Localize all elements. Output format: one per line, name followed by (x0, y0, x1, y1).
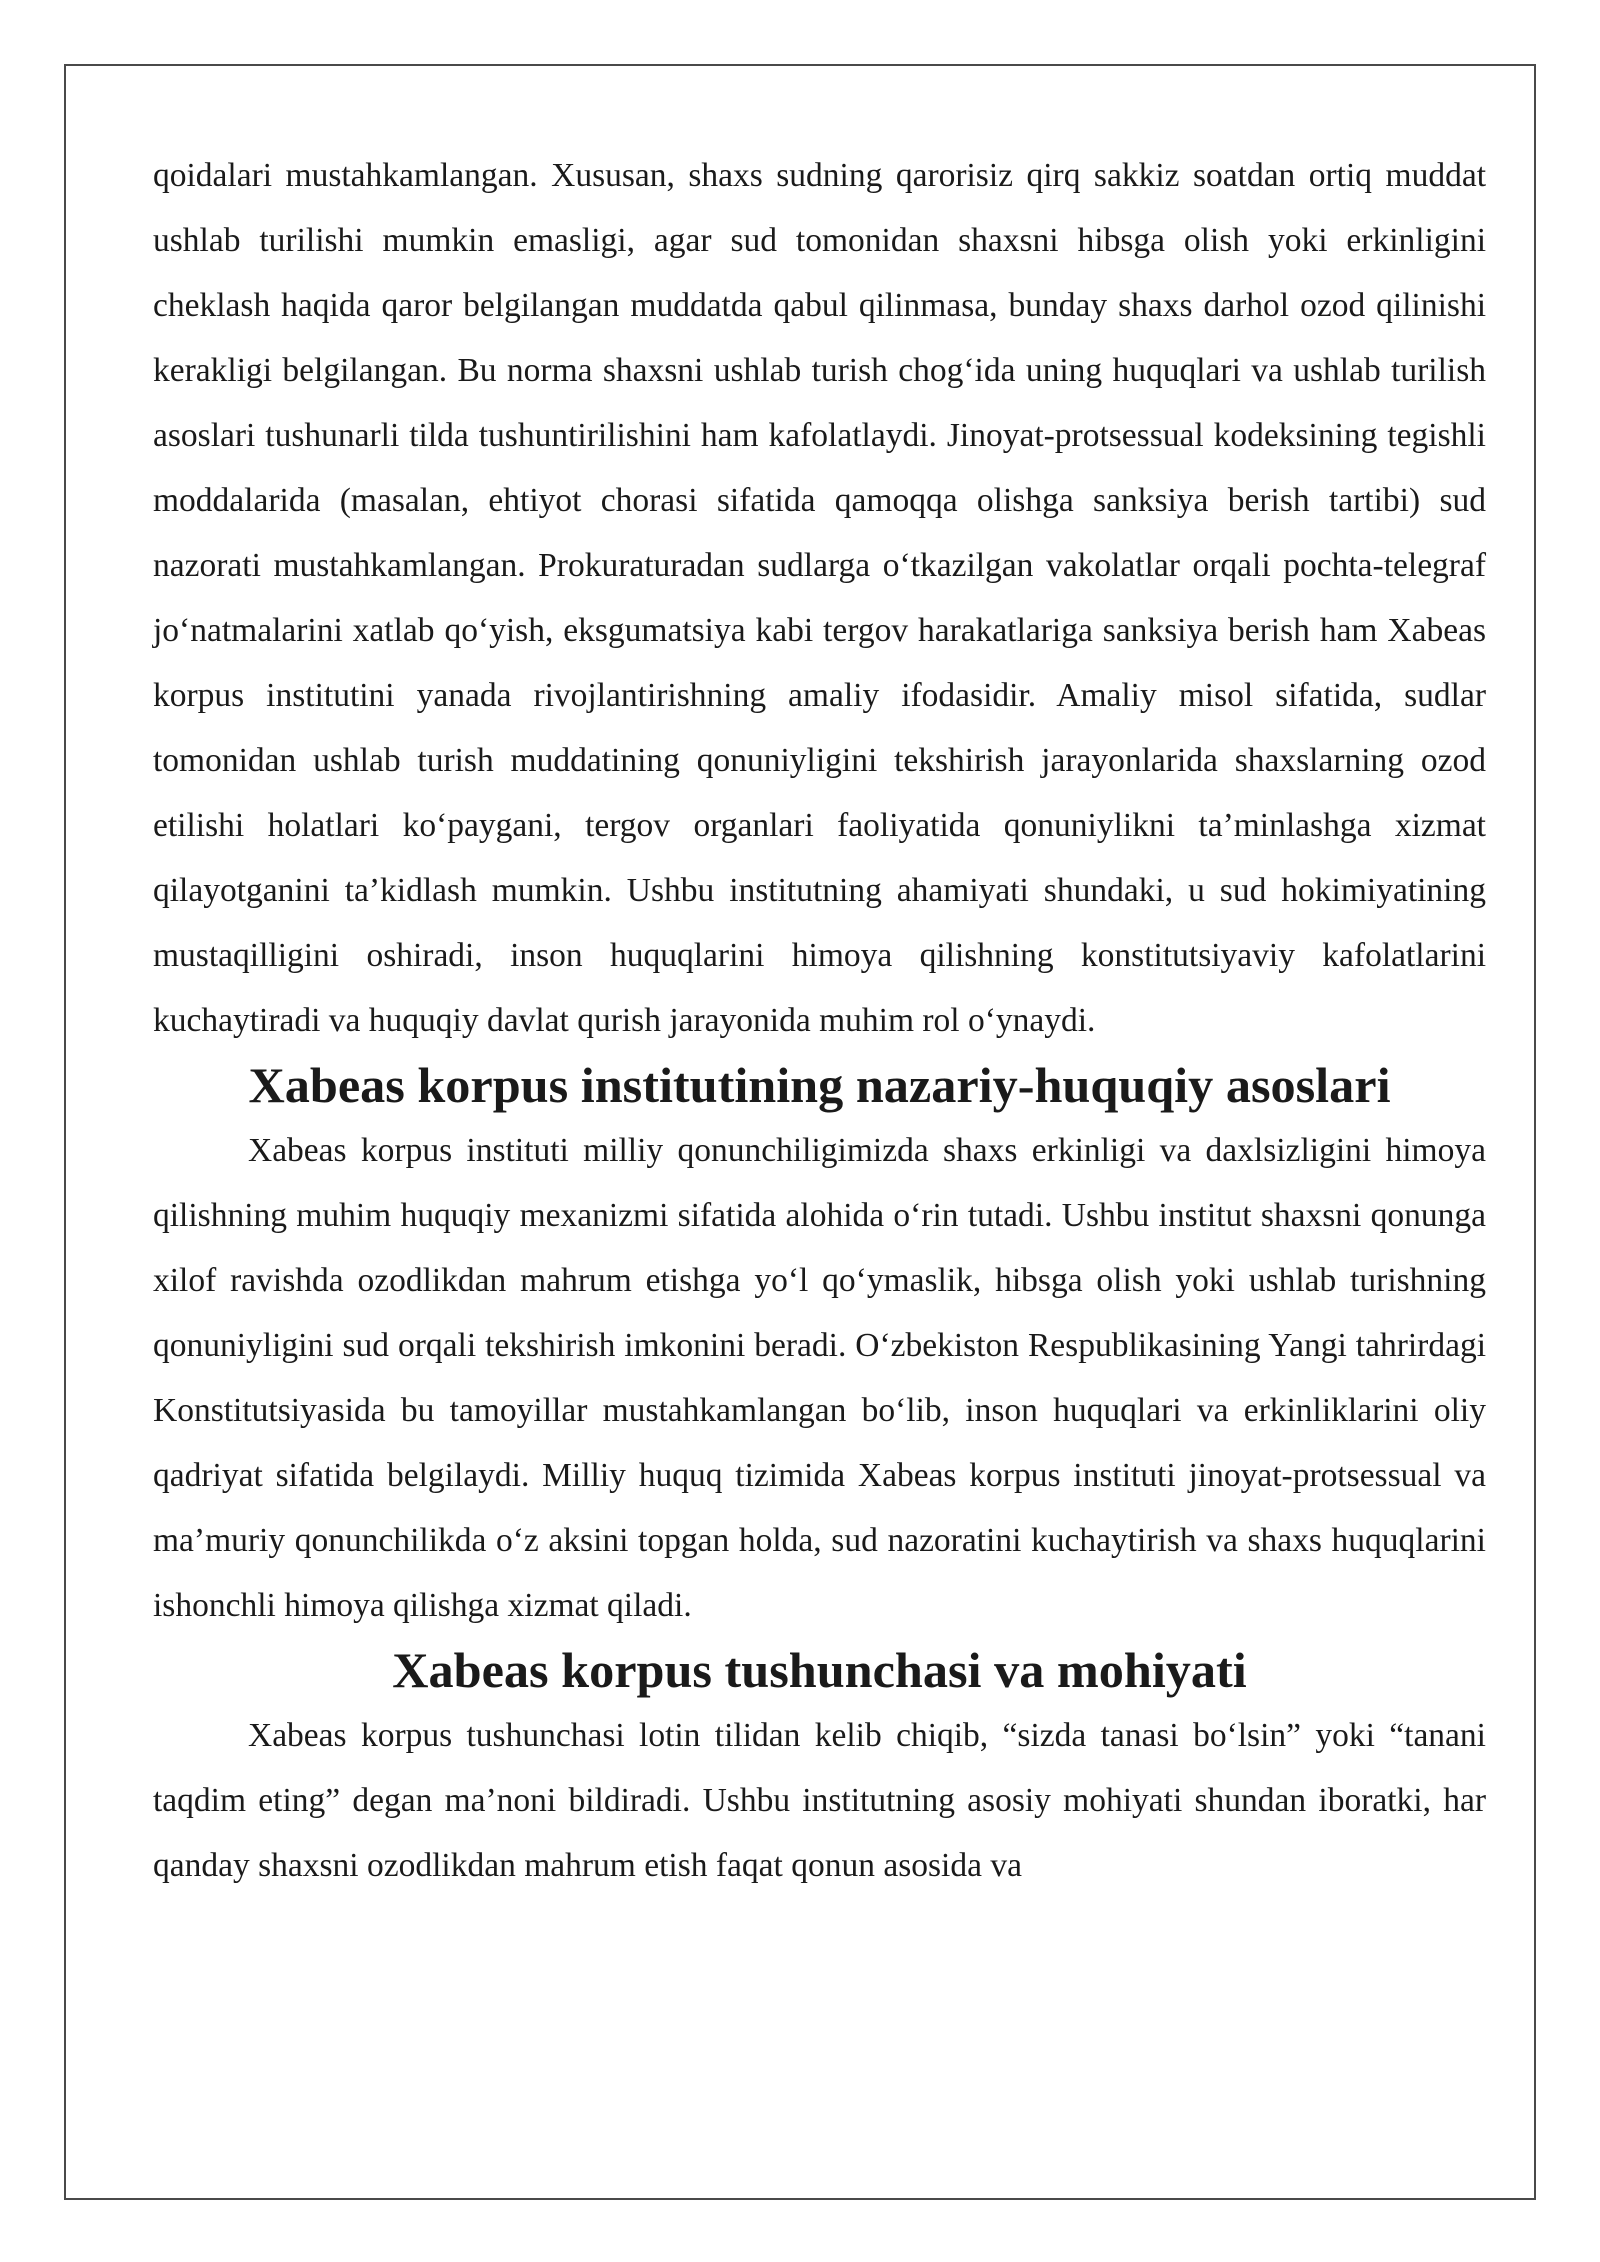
paragraph-concept-essence: Xabeas korpus tushunchasi lotin tilidan kelib chiqib, “sizda tanasi bo‘lsin” yoki “tanani taqdim eting” degan ma’noni bildiradi. Ushbu institutning asosiy mohiyati shundan iboratki, har qanday shaxsni ozodlikdan mahrum etish faqat qonun asosida va (153, 1717, 1486, 1884)
paragraph-theoretical-foundations: Xabeas korpus instituti milliy qonunchiligimizda shaxs erkinligi va daxlsizligini himoya qilishning muhim huquqiy mexanizmi sifatida alohida o‘rin tutadi. Ushbu institut shaxsni qonunga xilof ravishda ozodlikdan mahrum etishga yo‘l qo‘ymaslik, hibsga olish yoki ushlab turishning qonuniyligini sud orqali tekshirish imkonini beradi. O‘zbekiston Respublikasining Yangi tahrirdagi Konstitutsiyasida bu tamoyillar mustahkamlangan bo‘lib, inson huquqlari va erkinliklarini oliy qadriyat sifatida belgilaydi. Milliy huquq tizimida Xabeas korpus instituti jinoyat-protsessual va ma’muriy qonunchilikda o‘z aksini topgan holda, sud nazoratini kuchaytirish va shaxs huquqlarini ishonchli himoya qilishga xizmat qiladi. (153, 1132, 1486, 1624)
section-heading-theoretical-foundations: Xabeas korpus institutining nazariy-huquqiy asoslari (248, 1057, 1391, 1113)
document-body (153, 143, 1486, 1898)
paragraph-continuation: qoidalari mustahkamlangan. Xususan, shaxs sudning qarorisiz qirq sakkiz soatdan ortiq muddat ushlab turilishi mumkin emasligi, agar sud tomonidan shaxsni hibsga olish yoki erkinligini cheklash haqida qaror belgilangan muddatda qabul qilinmasa, bunday shaxs darhol ozod qilinishi kerakligi belgilangan. Bu norma shaxsni ushlab turish chog‘ida uning huquqlari va ushlab turilish asoslari tushunarli tilda tushuntirilishini ham kafolatlaydi. Jinoyat-protsessual kodeksining tegishli moddalarida (masalan, ehtiyot chorasi sifatida qamoqqa olishga sanksiya berish tartibi) sud nazorati mustahkamlangan. Prokuraturadan sudlarga o‘tkazilgan vakolatlar orqali pochta-telegraf jo‘natmalarini xatlab qo‘yish, eksgumatsiya kabi tergov harakatlariga sanksiya berish ham Xabeas korpus institutini yanada rivojlantirishning amaliy ifodasidir. Amaliy misol sifatida, sudlar tomonidan ushlab turish muddatining qonuniyligini tekshirish jarayonlarida shaxslarning ozod etilishi holatlari ko‘paygani, tergov organlari faoliyatida qonuniylikni ta’minlashga xizmat qilayotganini ta’kidlash mumkin. Ushbu institutning ahamiyati shundaki, u sud hokimiyatining mustaqilligini oshiradi, inson huquqlarini himoya qilishning konstitutsiyaviy kafolatlarini kuchaytiradi va huquqiy davlat qurish jarayonida muhim rol o‘ynaydi. (153, 157, 1486, 1039)
section-heading-concept-essence: Xabeas korpus tushunchasi va mohiyati (392, 1642, 1247, 1698)
